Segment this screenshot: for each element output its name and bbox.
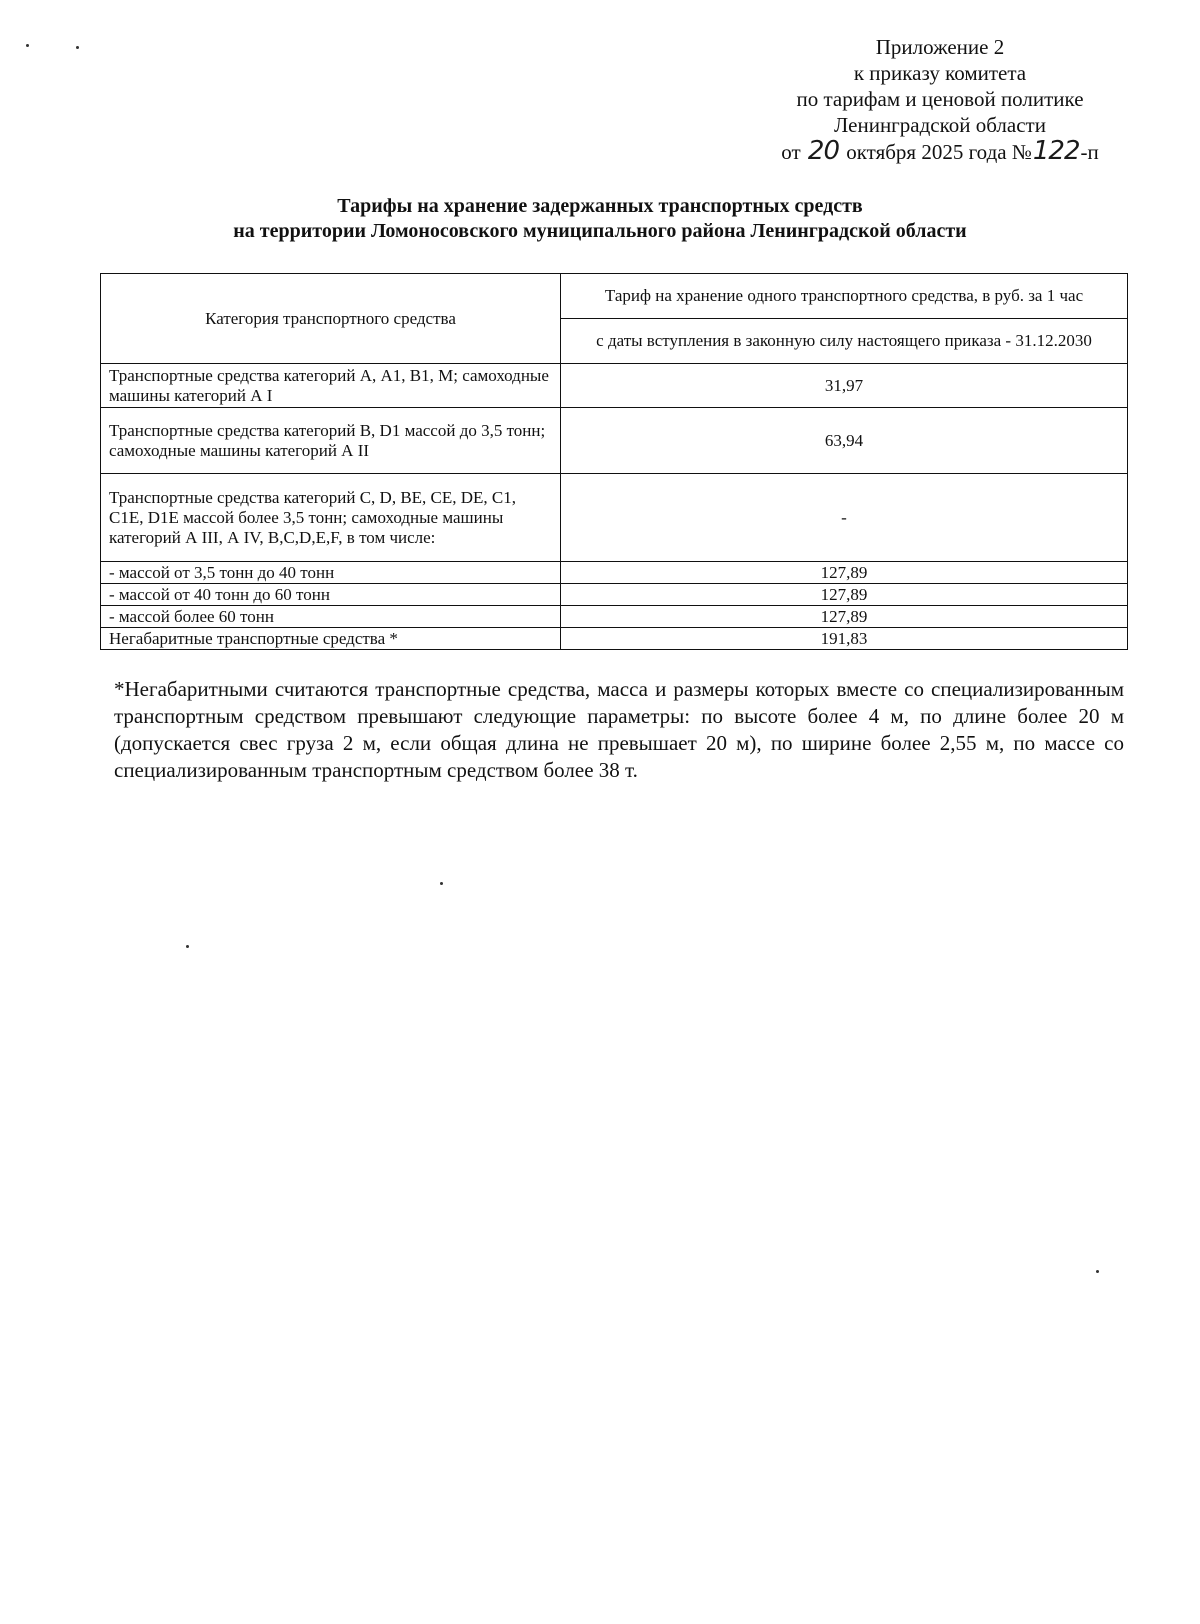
date-prefix: от <box>781 140 801 164</box>
table-row <box>101 584 1128 606</box>
scan-speck <box>440 882 443 885</box>
title-line-2: на территории Ломоносовского муниципального района Ленинградской области <box>233 220 967 242</box>
appendix-header <box>720 34 1160 165</box>
scan-speck <box>186 945 189 948</box>
scan-speck <box>76 46 79 49</box>
scan-speck <box>26 44 29 47</box>
table-row <box>101 628 1128 650</box>
category-cell: Негабаритные транспортные средства * <box>101 628 561 650</box>
committee-name-line: по тарифам и ценовой политике <box>796 87 1084 111</box>
region-name-line: Ленинградской области <box>834 113 1046 137</box>
document-title <box>60 194 1140 244</box>
appendix-label: Приложение 2 <box>875 35 1005 59</box>
tariff-cell: 63,94 <box>561 408 1128 474</box>
header-tariff: Тариф на хранение одного транспортного средства, в руб. за 1 час <box>561 274 1128 319</box>
title-line-1: Тарифы на хранение задержанных транспортных средств <box>337 195 863 217</box>
tariff-cell: - <box>561 474 1128 562</box>
handwritten-order-number: 122 <box>1032 136 1080 166</box>
category-cell: - массой от 40 тонн до 60 тонн <box>101 584 561 606</box>
order-reference-line: к приказу комитета <box>853 61 1027 85</box>
tariff-table <box>100 273 1128 650</box>
table-row <box>101 364 1128 408</box>
oversize-footnote: *Негабаритными считаются транспортные средства, масса и размеры которых вместе со специализированным транспортным средством превышают следующие параметры: по высоте более 4 м, по длине более 20 м (допускается свес груза 2 м, если общая длина не превышает 20 м), по ширине более 2,55 м, по массе со специализированным транспортным средством более 38 т. <box>114 677 1124 782</box>
category-cell: Транспортные средства категорий В, D1 массой до 3,5 тонн; самоходные машины категорий А II <box>101 408 561 474</box>
category-cell: Транспортные средства категорий А, А1, В1, М; самоходные машины категорий А I <box>101 364 561 408</box>
handwritten-day: 20 <box>807 136 839 166</box>
scan-speck <box>1096 1270 1099 1273</box>
order-suffix: -п <box>1080 140 1099 164</box>
tariff-cell: 31,97 <box>561 364 1128 408</box>
table-row <box>101 606 1128 628</box>
table-header-row <box>101 274 1128 319</box>
category-cell: - массой более 60 тонн <box>101 606 561 628</box>
tariff-cell: 191,83 <box>561 628 1128 650</box>
category-cell: Транспортные средства категорий С, D, ВЕ, СЕ, DE, С1, С1Е, D1E массой более 3,5 тонн; самоходные машины категорий А III, А IV, B,C,D,E,F, в том числе: <box>101 474 561 562</box>
table-row <box>101 474 1128 562</box>
tariff-cell: 127,89 <box>561 584 1128 606</box>
tariff-cell: 127,89 <box>561 562 1128 584</box>
header-category: Категория транспортного средства <box>101 274 561 364</box>
category-cell: - массой от 3,5 тонн до 40 тонн <box>101 562 561 584</box>
header-period: с даты вступления в законную силу настоящего приказа - 31.12.2030 <box>561 319 1128 364</box>
order-date-line <box>720 138 1160 165</box>
date-rest: октября 2025 года № <box>846 140 1032 164</box>
tariff-cell: 127,89 <box>561 606 1128 628</box>
table-row <box>101 562 1128 584</box>
table-row <box>101 408 1128 474</box>
